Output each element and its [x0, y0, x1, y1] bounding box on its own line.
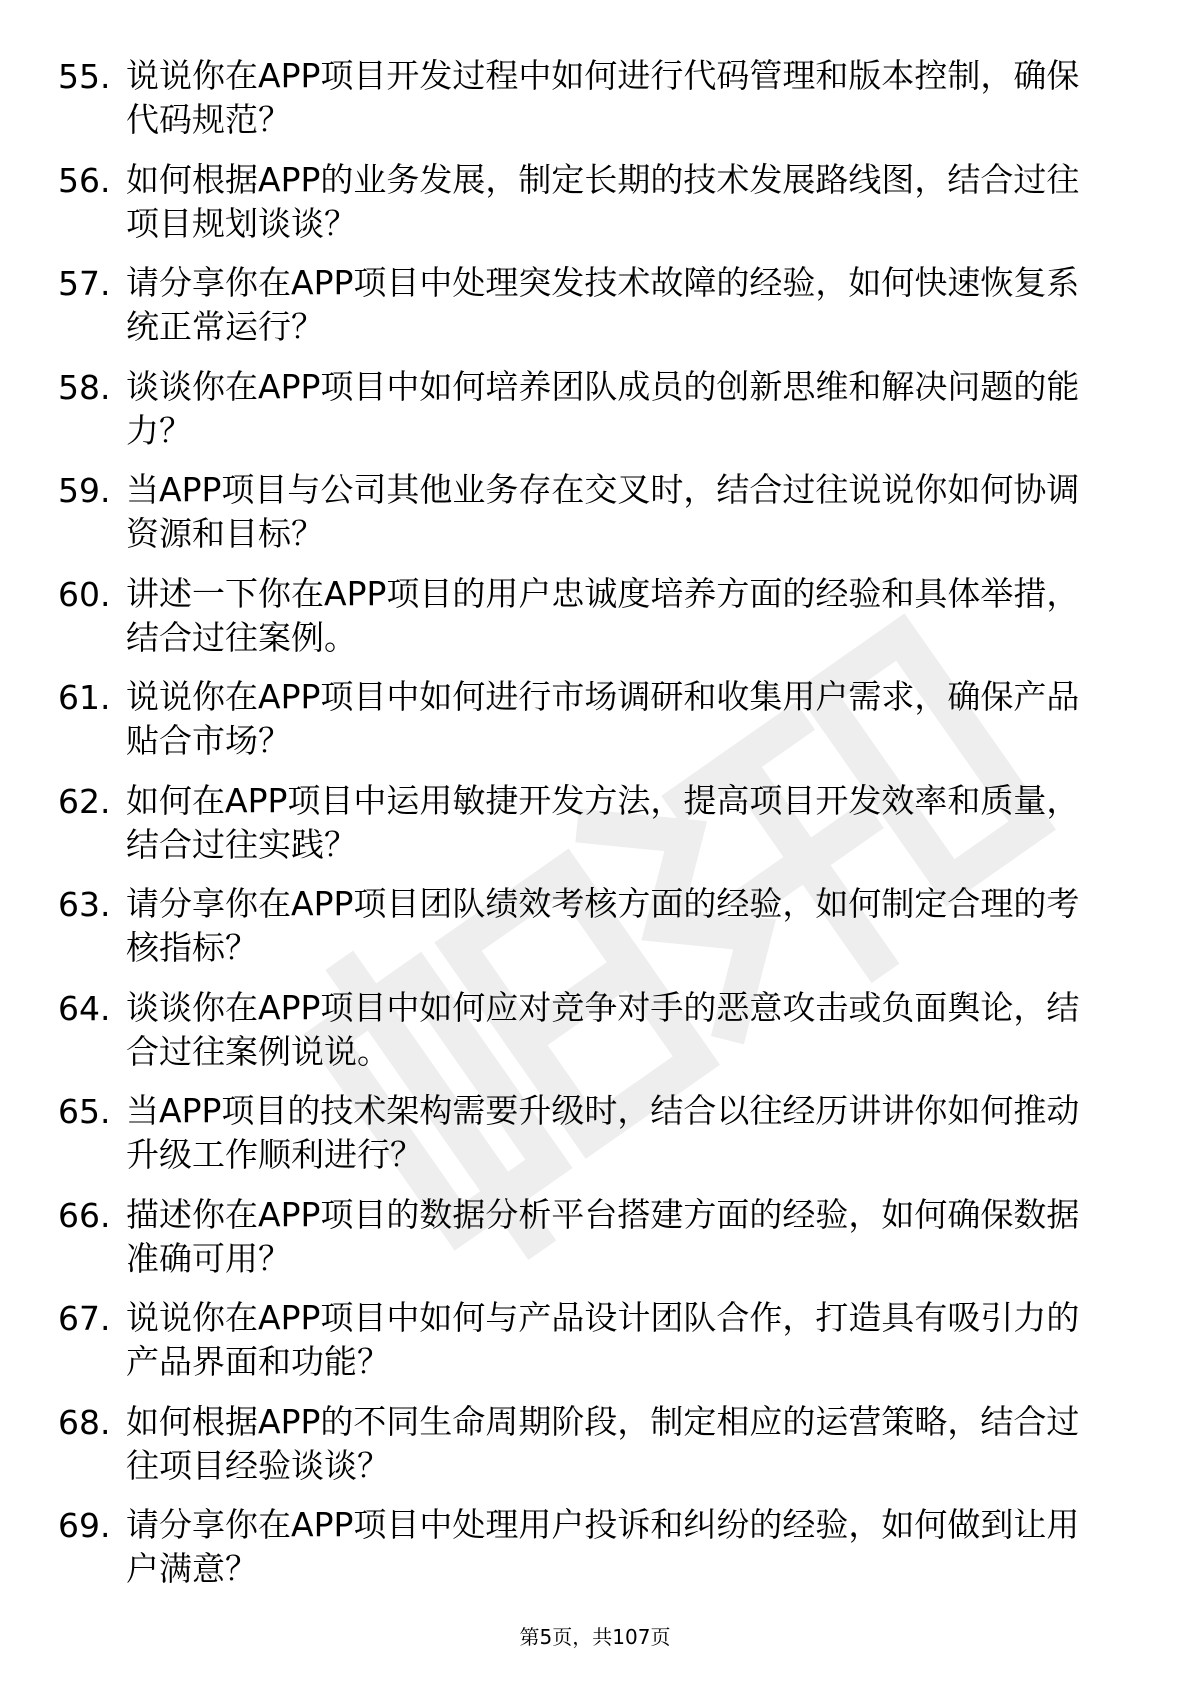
question-text: 当APP项目的技术架构需要升级时，结合以往经历讲讲你如何推动升级工作顺利进行？ — [126, 1091, 1080, 1174]
question-number: 59. — [58, 471, 111, 510]
question-text: 如何在APP项目中运用敏捷开发方法，提高项目开发效率和质量，结合过往实践？ — [126, 780, 1080, 864]
question-text: 请分享你在APP项目团队绩效考核方面的经验，如何制定合理的考核指标？ — [126, 884, 1080, 967]
question-number: 57. — [58, 264, 111, 303]
question-item — [0, 568, 1190, 672]
question-item — [0, 1396, 1190, 1500]
question-item — [0, 671, 1190, 775]
question-item — [0, 50, 1190, 154]
question-text: 如何根据APP的不同生命周期阶段，制定相应的运营策略，结合过往项目经验谈谈？ — [126, 1401, 1080, 1485]
question-number: 58. — [58, 367, 111, 407]
page-footer — [0, 1624, 1190, 1650]
question-item — [0, 361, 1190, 465]
question-item — [0, 1189, 1190, 1293]
question-number: 62. — [58, 781, 111, 821]
question-text: 说说你在APP项目中如何与产品设计团队合作，打造具有吸引力的产品界面和功能？ — [126, 1298, 1080, 1381]
question-item — [0, 154, 1190, 258]
question-number: 55. — [58, 57, 111, 96]
question-number: 69. — [58, 1506, 111, 1545]
question-number: 56. — [58, 160, 111, 200]
question-text: 当APP项目与公司其他业务存在交叉时，结合过往说说你如何协调资源和目标？ — [126, 470, 1080, 553]
question-text: 说说你在APP项目开发过程中如何进行代码管理和版本控制，确保代码规范？ — [126, 56, 1080, 139]
question-item — [0, 1292, 1190, 1396]
question-number: 61. — [58, 678, 111, 717]
page-number-label: 第5页，共107页 — [519, 1625, 671, 1649]
question-item — [0, 1499, 1190, 1603]
question-text: 说说你在APP项目中如何进行市场调研和收集用户需求，确保产品贴合市场？ — [126, 677, 1080, 760]
question-text: 谈谈你在APP项目中如何培养团队成员的创新思维和解决问题的能力？ — [126, 366, 1080, 450]
question-item — [0, 257, 1190, 361]
question-item — [0, 1085, 1190, 1189]
question-number: 60. — [58, 574, 111, 614]
question-list — [0, 50, 1190, 1603]
question-text: 谈谈你在APP项目中如何应对竞争对手的恶意攻击或负面舆论，结合过往案例说说。 — [126, 987, 1080, 1071]
question-item — [0, 464, 1190, 568]
question-item — [0, 775, 1190, 879]
question-number: 65. — [58, 1092, 111, 1131]
question-item — [0, 982, 1190, 1086]
question-text: 请分享你在APP项目中处理用户投诉和纠纷的经验，如何做到让用户满意？ — [126, 1505, 1080, 1588]
question-number: 63. — [58, 885, 111, 924]
question-item — [0, 878, 1190, 982]
question-text: 如何根据APP的业务发展，制定长期的技术发展路线图，结合过往项目规划谈谈？ — [126, 159, 1080, 243]
question-number: 67. — [58, 1299, 111, 1338]
question-text: 描述你在APP项目的数据分析平台搭建方面的经验，如何确保数据准确可用？ — [126, 1194, 1080, 1278]
question-text: 讲述一下你在APP项目的用户忠诚度培养方面的经验和具体举措，结合过往案例。 — [126, 573, 1080, 657]
question-number: 64. — [58, 988, 111, 1028]
question-text: 请分享你在APP项目中处理突发技术故障的经验，如何快速恢复系统正常运行？ — [126, 263, 1080, 346]
question-number: 68. — [58, 1402, 111, 1442]
question-number: 66. — [58, 1195, 111, 1235]
